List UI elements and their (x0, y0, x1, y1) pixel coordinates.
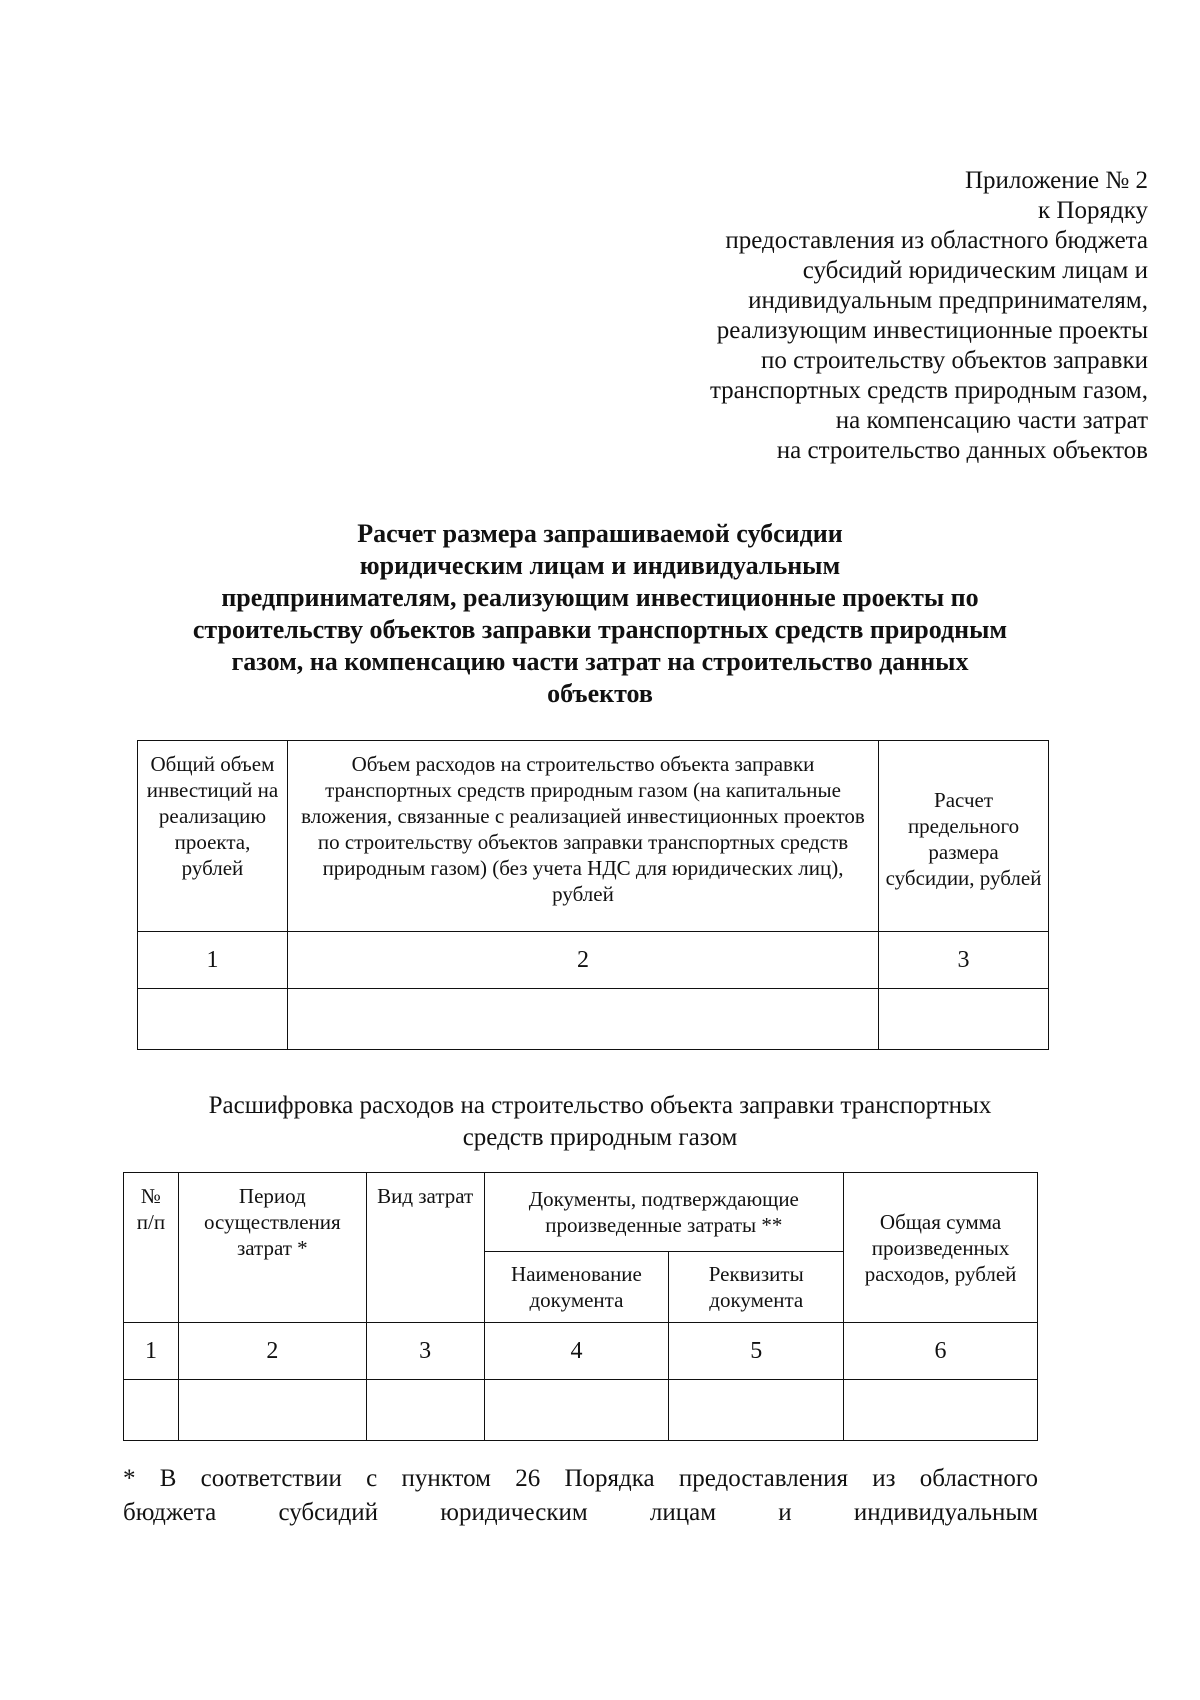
appendix-line: предоставления из областного бюджета (725, 227, 1148, 254)
table2-header-number: № п/п (124, 1173, 179, 1323)
table2-col-number: 6 (844, 1323, 1038, 1380)
table1-header-subsidy-limit: Расчет предельного размера субсидии, рублей (879, 741, 1049, 932)
appendix-line: транспортных средств природным газом, (709, 377, 1148, 404)
footnote-line: бюджета субсидий юридическим лицам и индивидуальным (123, 1499, 1038, 1526)
table2-empty-cell[interactable] (124, 1380, 179, 1441)
table2-header-doc-requisites: Реквизиты документа (669, 1252, 844, 1323)
title-line: газом, на компенсацию части затрат на строительство данных (231, 647, 969, 676)
table2-col-number: 2 (178, 1323, 366, 1380)
table2-header-period: Период осуществления затрат * (178, 1173, 366, 1323)
appendix-line: к Порядку (1038, 197, 1148, 224)
expense-breakdown-title (130, 1090, 1070, 1154)
table1-empty-cell[interactable] (879, 989, 1049, 1050)
table1-header-row (138, 741, 1049, 932)
title-line: строительству объектов заправки транспортных средств природным (192, 615, 1008, 644)
table2-header-kind: Вид затрат (366, 1173, 484, 1323)
subtitle-line: Расшифровка расходов на строительство объекта заправки транспортных (208, 1092, 992, 1119)
table2-col-number: 5 (669, 1323, 844, 1380)
title-line: Расчет размера запрашиваемой субсидии (357, 519, 843, 548)
table1-col-number: 1 (138, 932, 288, 989)
table2-header-doc-name: Наименование документа (484, 1252, 669, 1323)
table1-header-construction-costs: Объем расходов на строительство объекта заправки транспортных средств природным газом (на капитальные вложения, связанные с реализацией инвестиционных проектов по строительству объектов заправки транспортных средств природным газом) (без учета НДС для юридических лиц), рублей (287, 741, 878, 932)
table2-empty-row (124, 1380, 1038, 1441)
table1-empty-cell[interactable] (138, 989, 288, 1050)
table2-header-documents: Документы, подтверждающие произведенные затраты ** (484, 1173, 844, 1252)
subsidy-calculation-table (137, 740, 1049, 1050)
table2-empty-cell[interactable] (178, 1380, 366, 1441)
table2-empty-cell[interactable] (844, 1380, 1038, 1441)
table1-col-number: 2 (287, 932, 878, 989)
table2-number-row (124, 1323, 1038, 1380)
appendix-line: реализующим инвестиционные проекты (716, 317, 1148, 344)
appendix-line: по строительству объектов заправки (761, 347, 1148, 374)
table1-empty-cell[interactable] (287, 989, 878, 1050)
document-title (130, 518, 1070, 710)
footnote (123, 1462, 1038, 1530)
appendix-line: субсидий юридическим лицам и (802, 257, 1148, 284)
table2-header-row (124, 1173, 1038, 1252)
table2-header-total: Общая сумма произведенных расходов, рублей (844, 1173, 1038, 1323)
subtitle-line: средств природным газом (462, 1124, 738, 1151)
table1-header-total-investment: Общий объем инвестиций на реализацию проекта, рублей (138, 741, 288, 932)
appendix-line: на компенсацию части затрат (835, 407, 1148, 434)
table2-col-number: 4 (484, 1323, 669, 1380)
table1-number-row (138, 932, 1049, 989)
appendix-line: индивидуальным предпринимателям, (748, 287, 1148, 314)
title-line: предпринимателям, реализующим инвестиционные проекты по (221, 583, 979, 612)
appendix-header (588, 166, 1148, 466)
table2-empty-cell[interactable] (669, 1380, 844, 1441)
appendix-line: Приложение № 2 (964, 167, 1148, 194)
table1-empty-row (138, 989, 1049, 1050)
table2-col-number: 1 (124, 1323, 179, 1380)
table2-empty-cell[interactable] (366, 1380, 484, 1441)
footnote-line: * В соответствии с пунктом 26 Порядка предоставления из областного (123, 1465, 1038, 1492)
table2-empty-cell[interactable] (484, 1380, 669, 1441)
title-line: юридическим лицам и индивидуальным (359, 551, 841, 580)
table2-col-number: 3 (366, 1323, 484, 1380)
title-line: объектов (547, 679, 653, 708)
expense-breakdown-table (123, 1172, 1038, 1441)
appendix-line: на строительство данных объектов (776, 437, 1148, 464)
table1-col-number: 3 (879, 932, 1049, 989)
